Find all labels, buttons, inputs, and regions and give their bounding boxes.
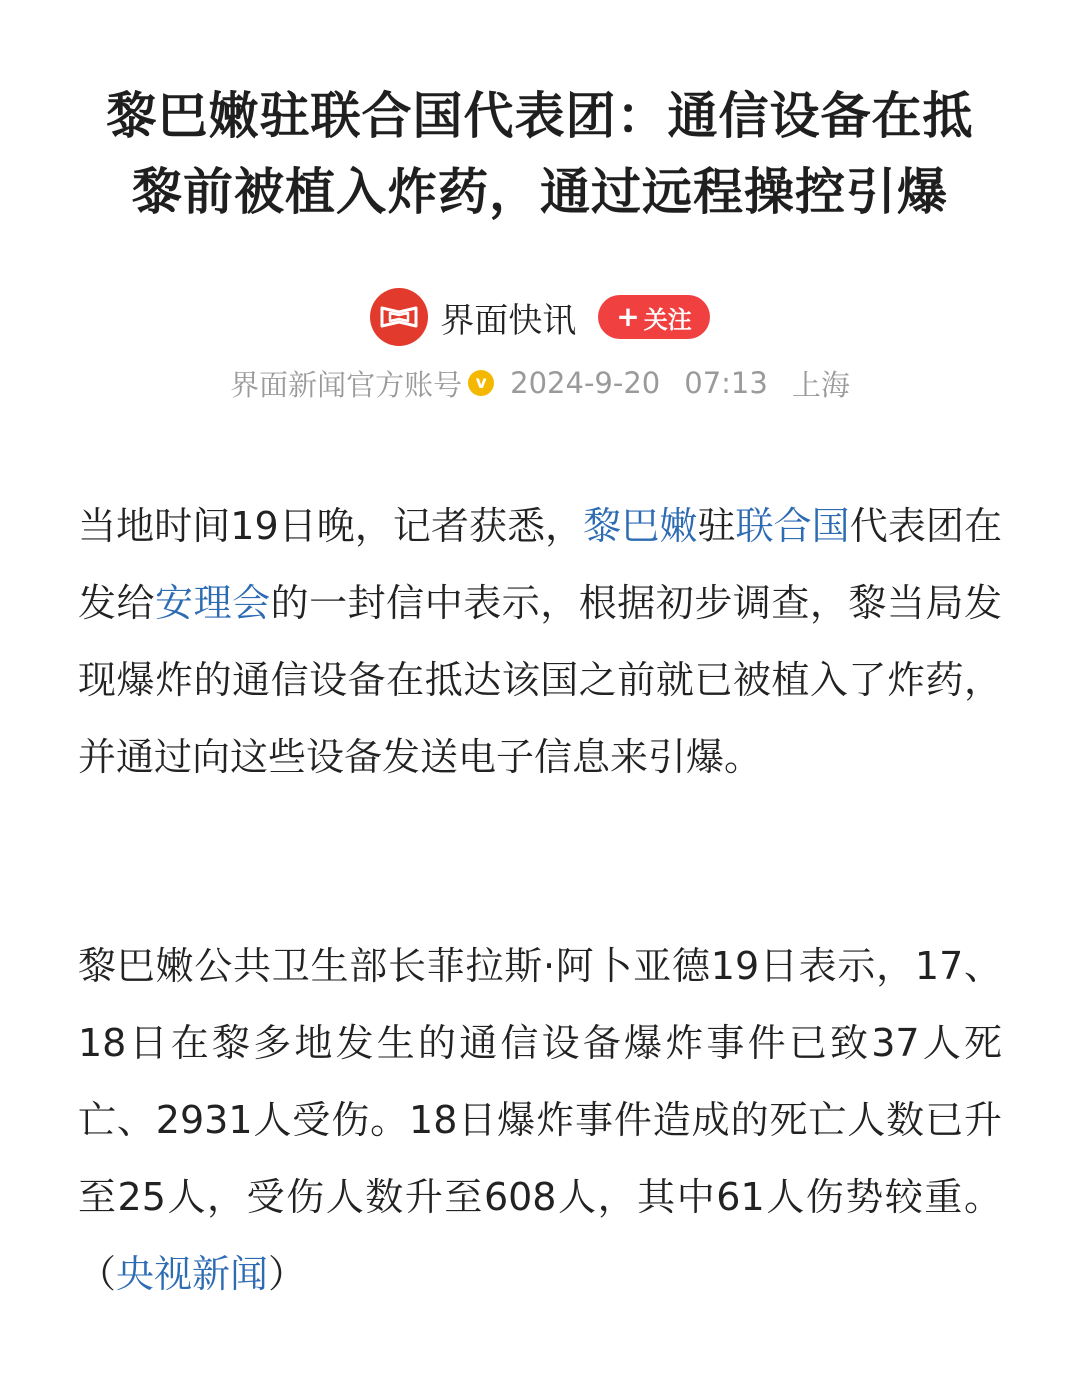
publish-location: 上海: [791, 367, 850, 402]
link-security-council[interactable]: 安理会: [155, 581, 271, 625]
publish-date: 2024-9-20: [510, 366, 661, 400]
verified-icon: v: [468, 370, 494, 396]
article-meta: [0, 360, 1080, 406]
p1-text-2: 驻: [697, 504, 736, 548]
account-label: 界面新闻官方账号: [230, 367, 463, 402]
author-row: [0, 287, 1080, 347]
p1-text-1: 当地时间19日晚，记者获悉，: [78, 504, 584, 548]
follow-label: 关注: [643, 305, 692, 334]
article-title-line-2: 黎前被植入炸药，通过远程操控引爆: [132, 163, 948, 221]
p1-text-3: 代表团在发给: [78, 504, 1002, 625]
article-title: [78, 0, 1002, 230]
link-lebanon[interactable]: 黎巴嫩: [583, 504, 698, 548]
jiemian-logo-icon[interactable]: [370, 288, 428, 346]
p2-text-2: ）: [268, 1252, 307, 1296]
article-title-line-1: 黎巴嫩驻联合国代表团：通信设备在抵: [106, 87, 974, 145]
link-cctv-news[interactable]: 央视新闻: [116, 1252, 269, 1296]
plus-icon: +: [616, 300, 640, 333]
paragraph-2: [78, 928, 1002, 1313]
follow-button[interactable]: [598, 295, 709, 339]
publish-time: 07:13: [684, 366, 768, 400]
paragraph-1: [78, 488, 1002, 796]
p2-text-1: 黎巴嫩公共卫生部长菲拉斯·阿卜亚德19日表示，17、18日在黎多地发生的通信设备爆炸事件已致37人死亡、2931人受伤。18日爆炸事件造成的死亡人数已升至25人，受伤人数升至608人，其中61人伤势较重。（: [78, 944, 1002, 1296]
author-name[interactable]: 界面快讯: [440, 300, 577, 341]
p1-text-4: 的一封信中表示，根据初步调查，黎当局发现爆炸的通信设备在抵达该国之前就已被植入了炸药，并通过向这些设备发送电子信息来引爆。: [78, 581, 1002, 779]
link-united-nations[interactable]: 联合国: [735, 504, 850, 548]
